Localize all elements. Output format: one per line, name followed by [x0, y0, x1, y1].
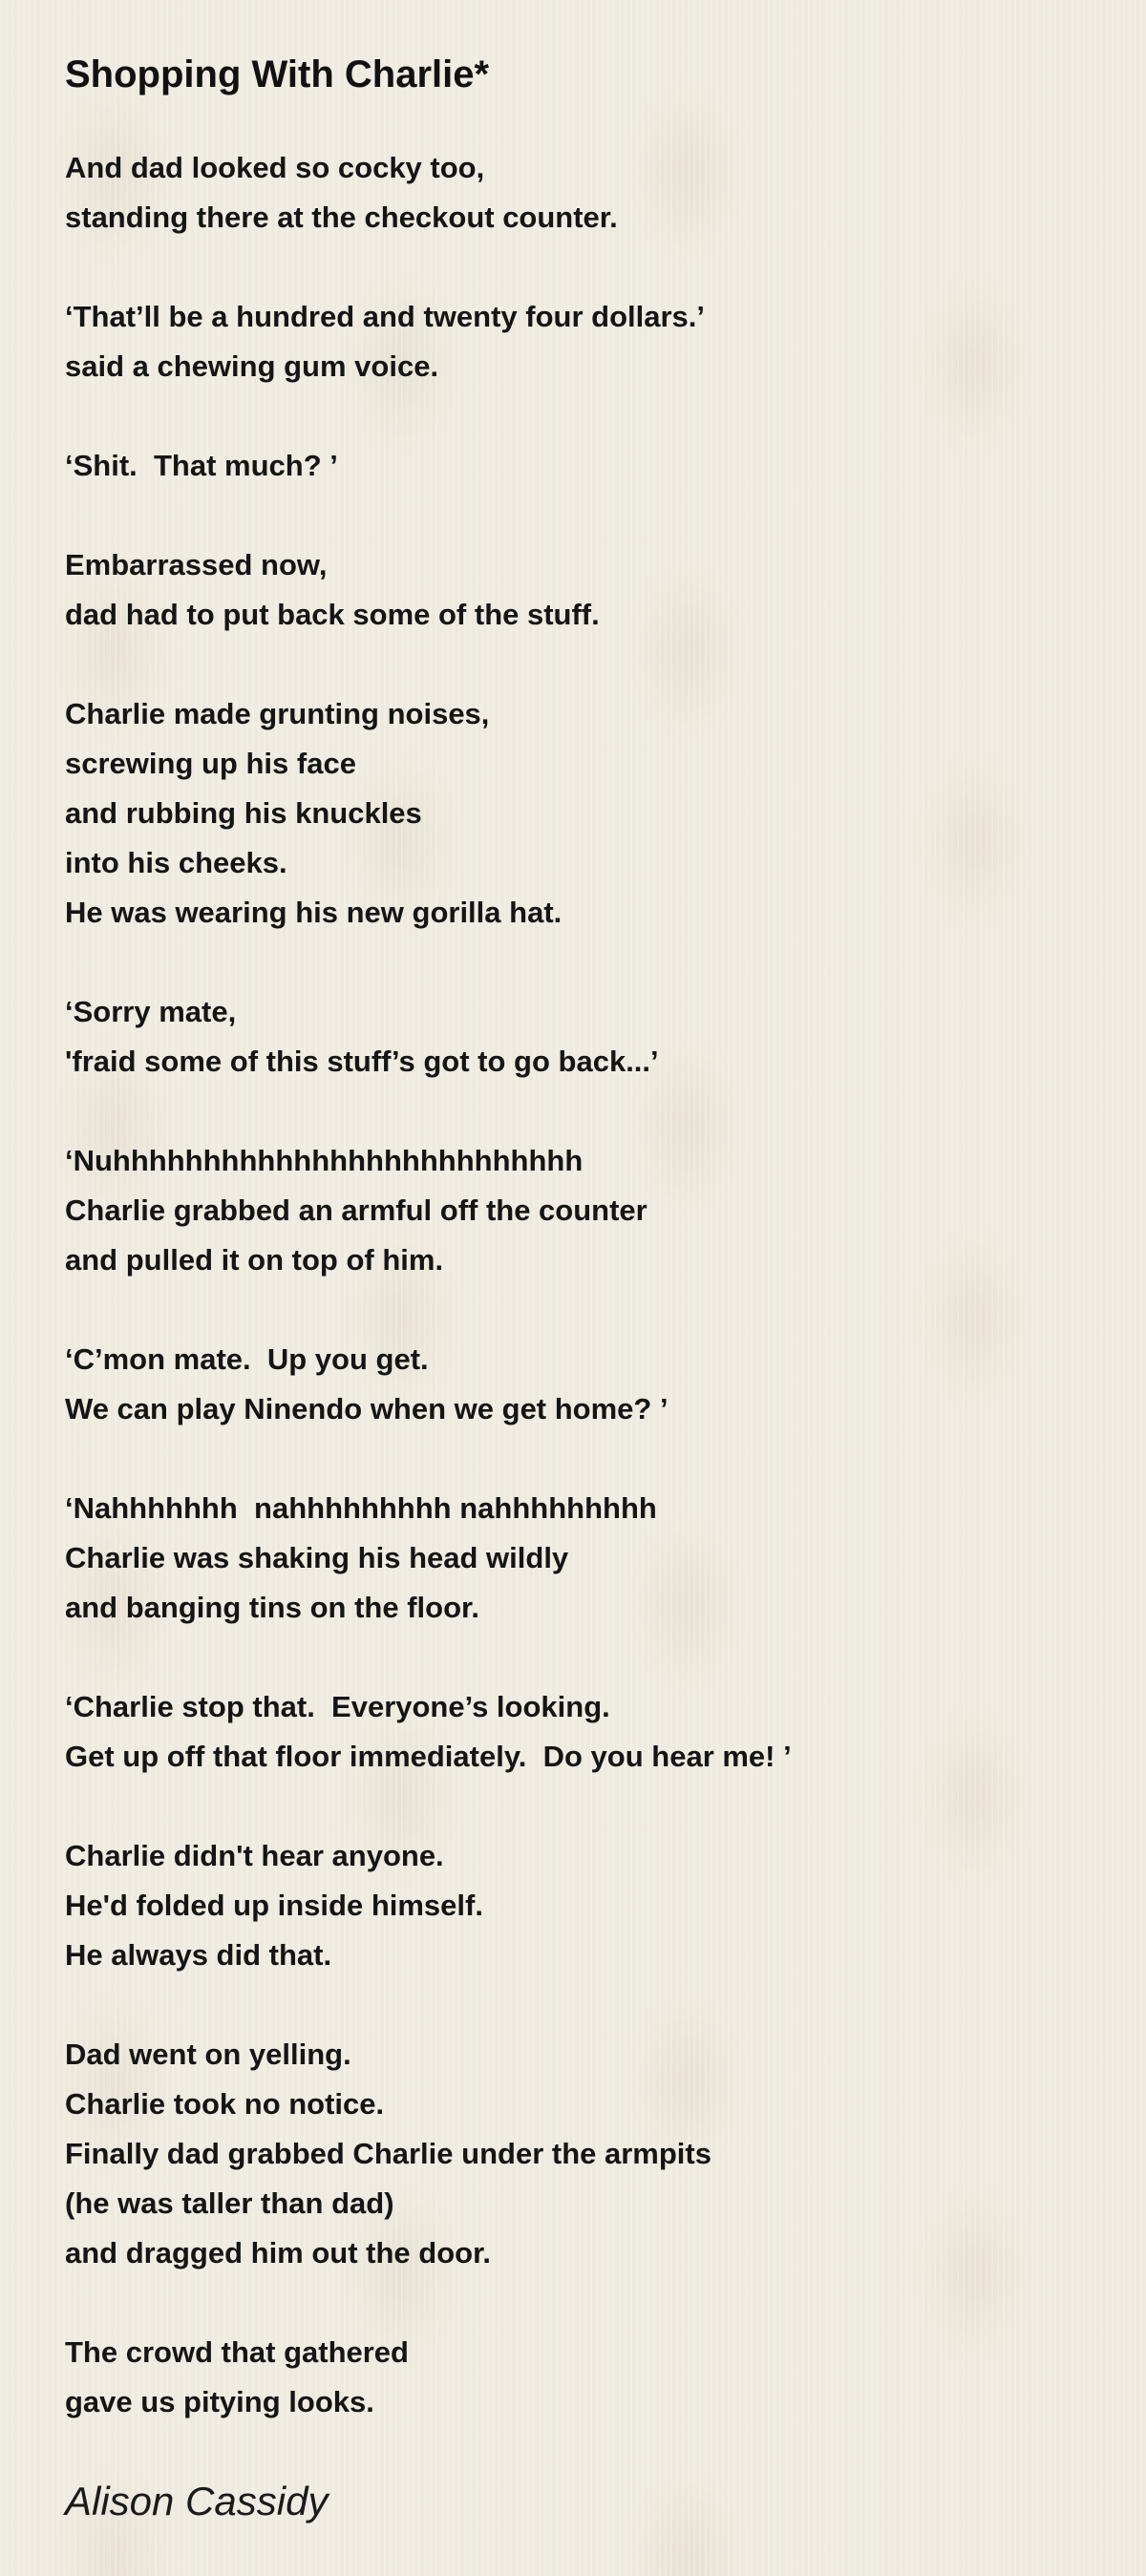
- poem-line: ‘That’ll be a hundred and twenty four dollars.’: [65, 300, 705, 333]
- stanza: [65, 1831, 1081, 1980]
- poem-line: said a chewing gum voice.: [65, 349, 439, 383]
- poem-line: dad had to put back some of the stuff.: [65, 598, 600, 631]
- poem-line: Get up off that floor immediately. Do you hear me! ’: [65, 1740, 792, 1773]
- poem-line: And dad looked so cocky too,: [65, 151, 485, 184]
- poem-line: He was wearing his new gorilla hat.: [65, 896, 562, 929]
- poem-line: We can play Ninendo when we get home? ’: [65, 1392, 668, 1425]
- poem-line: into his cheeks.: [65, 846, 287, 879]
- stanza: [65, 1335, 1081, 1434]
- stanza: [65, 2328, 1081, 2427]
- poem-line: ‘C’mon mate. Up you get.: [65, 1342, 429, 1376]
- stanza: [65, 143, 1081, 243]
- poem-line: ‘Nuhhhhhhhhhhhhhhhhhhhhhhhhhh: [65, 1144, 584, 1177]
- stanza: [65, 292, 1081, 391]
- poem-line: ‘Charlie stop that. Everyone’s looking.: [65, 1690, 610, 1723]
- poem-line: (he was taller than dad): [65, 2186, 394, 2220]
- poem-title: Shopping With Charlie*: [65, 53, 490, 95]
- poem-line: standing there at the checkout counter.: [65, 201, 618, 234]
- poem-line: He always did that.: [65, 1938, 332, 1972]
- poem-line: 'fraid some of this stuff’s got to go back...’: [65, 1045, 659, 1078]
- poem-author: Alison Cassidy: [65, 2479, 329, 2523]
- poem-line: Charlie was shaking his head wildly: [65, 1541, 569, 1574]
- stanza: [65, 2030, 1081, 2278]
- stanza: [65, 1682, 1081, 1782]
- poem-line: Embarrassed now,: [65, 548, 328, 581]
- poem-line: The crowd that gathered: [65, 2335, 409, 2369]
- stanza: [65, 441, 1081, 491]
- stanza: [65, 987, 1081, 1087]
- poem-line: ‘Sorry mate,: [65, 995, 237, 1028]
- poem-line: and pulled it on top of him.: [65, 1243, 444, 1277]
- poem-line: Finally dad grabbed Charlie under the armpits: [65, 2137, 711, 2170]
- poem-line: Charlie took no notice.: [65, 2087, 385, 2121]
- poem-line: and dragged him out the door.: [65, 2236, 492, 2270]
- poem-line: Charlie didn't hear anyone.: [65, 1839, 444, 1872]
- poem-line: gave us pitying looks.: [65, 2385, 374, 2418]
- stanza: [65, 1136, 1081, 1285]
- poem-line: Dad went on yelling.: [65, 2038, 351, 2071]
- poem-line: and rubbing his knuckles: [65, 796, 422, 830]
- poem-line: screwing up his face: [65, 747, 356, 780]
- poem-line: Charlie made grunting noises,: [65, 697, 490, 730]
- poem-line: and banging tins on the floor.: [65, 1591, 479, 1624]
- poem-body: [65, 143, 1081, 2427]
- stanza: [65, 540, 1081, 640]
- poem-line: He'd folded up inside himself.: [65, 1889, 483, 1922]
- stanza: [65, 1484, 1081, 1633]
- poem-line: ‘Nahhhhhhh nahhhhhhhhh nahhhhhhhhh: [65, 1491, 657, 1525]
- poem-line: Charlie grabbed an armful off the counter: [65, 1193, 647, 1227]
- poem-line: ‘Shit. That much? ’: [65, 449, 338, 482]
- stanza: [65, 689, 1081, 938]
